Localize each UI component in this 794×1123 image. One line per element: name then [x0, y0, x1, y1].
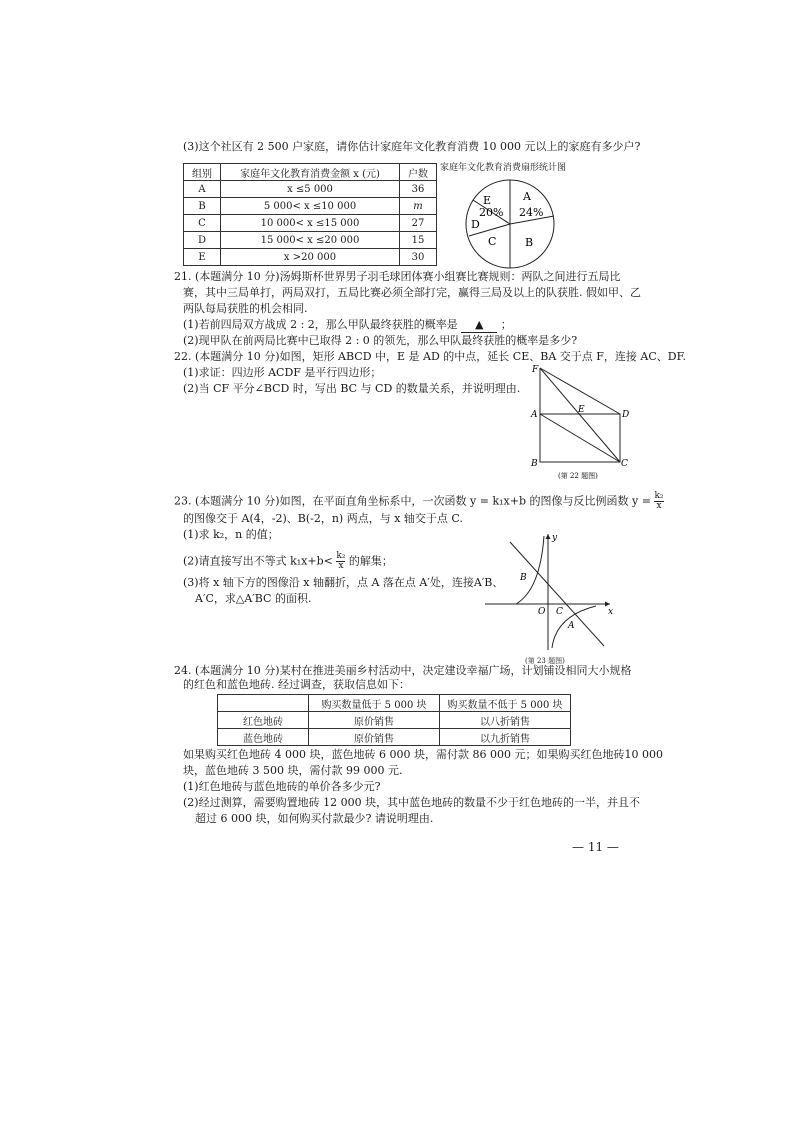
table-row — [184, 215, 437, 232]
table-cell: 原价销售 — [309, 712, 440, 729]
q22-line1: 22. (本题满分 10 分)如图，矩形 ABCD 中，E 是 AD 的中点，延长 CE、BA 交于点 F，连接 AC、DF. — [174, 350, 686, 363]
q22-line2: (1)求证：四边形 ACDF 是平行四边形； — [183, 366, 382, 379]
table-row — [184, 232, 437, 249]
q21-line3: 两队每局获胜的机会相同. — [183, 302, 308, 315]
q23-inequality-end: 的解集； — [348, 554, 393, 568]
table-cell: 15 000< x ≤20 000 — [221, 232, 400, 249]
answer-blank: ▲ — [461, 318, 497, 333]
fraction-numerator: k₂ — [336, 551, 346, 561]
consumption-table — [183, 163, 437, 266]
table-cell: 红色地砖 — [218, 712, 309, 729]
q21-part1-end: ； — [500, 318, 512, 331]
table-cell: 蓝色地砖 — [218, 729, 309, 746]
q23-line5: (3)将 x 轴下方的图像沿 x 轴翻折，点 A 落在点 A′处，连接A′B、 — [183, 576, 504, 589]
q21-part1-text: (1)若前四局双方战成 2 : 2，那么甲队最终获胜的概率是 — [183, 318, 458, 331]
table-header-cell: 户数 — [400, 164, 437, 181]
table-cell: x ≤5 000 — [221, 181, 400, 198]
fraction-denominator: x — [338, 561, 344, 571]
table-header-row — [184, 164, 437, 181]
point-f-label: F — [532, 365, 539, 375]
q23-line2: 的图像交于 A(4，-2)、B(-2，n) 两点，与 x 轴交于点 C. — [183, 512, 463, 525]
table-cell: 36 — [400, 181, 437, 198]
q23-figure — [480, 530, 615, 655]
point-b-label: B — [531, 459, 538, 469]
fraction-k2-over-x — [336, 552, 345, 571]
point-c-label: C — [621, 459, 628, 469]
q21-line2: 赛，其中三局单打，两局双打，五局比赛必须全部打完，赢得三局及以上的队获胜. 假如甲、乙 — [183, 286, 641, 299]
point-e-label: E — [578, 405, 585, 415]
table-cell: m — [400, 198, 437, 215]
table-cell: 原价销售 — [309, 729, 440, 746]
table-cell: D — [184, 232, 221, 249]
table-header-cell: 购买数量不低于 5 000 块 — [440, 695, 571, 712]
q23-caption: (第 23 题图) — [525, 657, 565, 665]
pie-label-d: D — [471, 218, 480, 231]
q21-line5: (2)现甲队在前两局比赛中已取得 2 : 0 的领先，那么甲队最终获胜的概率是多少? — [183, 334, 578, 347]
table-cell: A — [184, 181, 221, 198]
pie-label-e: E — [483, 194, 492, 207]
point-a-label: A — [568, 621, 575, 631]
table-cell: 10 000< x ≤15 000 — [221, 215, 400, 232]
pie-label-e-pct: 20% — [479, 206, 504, 219]
fraction-numerator: k₂ — [654, 491, 664, 501]
origin-label: O — [538, 607, 546, 617]
q23-line4 — [183, 552, 393, 571]
table-cell: 15 — [400, 232, 437, 249]
q23-line1-text: 23. (本题满分 10 分)如图，在平面直角坐标系中，一次函数 y = k₁x+b 的图像与反比例函数 — [174, 494, 629, 508]
table-row — [184, 181, 437, 198]
table-row — [184, 249, 437, 266]
q24-line4: 块，蓝色地砖 3 500 块，需付款 99 000 元. — [183, 764, 403, 777]
table-row — [218, 712, 571, 729]
q23-inequality-text: (2)请直接写出不等式 k₁x+b< — [183, 554, 333, 568]
pie-chart — [455, 172, 575, 272]
y-axis-arrow — [546, 534, 551, 539]
q22-figure — [528, 362, 628, 482]
table-header-cell: 购买数量低于 5 000 块 — [309, 695, 440, 712]
segment-ac — [540, 414, 620, 462]
pie-label-c: C — [488, 235, 497, 248]
tile-price-table — [217, 694, 571, 746]
q24-line2: 的红色和蓝色地砖. 经过调查，获取信息如下： — [183, 678, 410, 691]
q20-part3-text: (3)这个社区有 2 500 户家庭，请你估计家庭年文化教育消费 10 000 元以上的家庭有多少户? — [183, 140, 641, 153]
table-cell: 5 000< x ≤10 000 — [221, 198, 400, 215]
q24-line1: 24. (本题满分 10 分)某村在推进美丽乡村活动中，决定建设幸福广场，计划铺设相同大小规格 — [174, 664, 632, 677]
axis-x-label: x — [608, 607, 614, 617]
table-cell: B — [184, 198, 221, 215]
axis-y-label: y — [552, 533, 558, 543]
q24-line5: (1)红色地砖与蓝色地砖的单价各多少元? — [183, 780, 381, 793]
pie-label-a: A — [523, 190, 531, 203]
q22-caption: (第 22 题图) — [558, 472, 598, 480]
table-row — [218, 729, 571, 746]
table-header-cell: 家庭年文化教育消费金额 x (元) — [221, 164, 400, 181]
point-b-label: B — [520, 573, 527, 583]
q24-line6: (2)经过测算，需要购置地砖 12 000 块，其中蓝色地砖的数量不少于红色地砖的一半，并且不 — [183, 796, 641, 809]
q23-y-equals: y = — [632, 494, 651, 508]
hyperbola-branch-upper — [516, 536, 544, 604]
table-cell: E — [184, 249, 221, 266]
q21-line4 — [183, 318, 512, 333]
q21-line1: 21. (本题满分 10 分)汤姆斯杯世界男子羽毛球团体赛小组赛比赛规则：两队之间进行五局比 — [174, 270, 621, 283]
pie-label-a-pct: 24% — [519, 206, 544, 219]
table-cell: 以八折销售 — [440, 712, 571, 729]
point-c-label: C — [556, 607, 563, 617]
table-cell: x >20 000 — [221, 249, 400, 266]
table-cell: C — [184, 215, 221, 232]
q24-line7: 超过 6 000 块，如何购买付款最少? 请说明理由. — [195, 812, 434, 825]
page-number: — 11 — — [572, 840, 619, 854]
table-cell: 以九折销售 — [440, 729, 571, 746]
segment-fc — [540, 368, 620, 462]
table-cell: 30 — [400, 249, 437, 266]
q23-line6: A′C，求△A′BC 的面积. — [195, 592, 312, 605]
pie-label-b: B — [525, 236, 534, 249]
q22-line3: (2)当 CF 平分∠BCD 时，写出 BC 与 CD 的数量关系，并说明理由. — [183, 382, 521, 395]
point-d-label: D — [622, 410, 630, 420]
point-a-label: A — [531, 410, 538, 420]
fraction-denominator: x — [656, 501, 662, 511]
table-header-cell — [218, 695, 309, 712]
table-cell: 27 — [400, 215, 437, 232]
q23-line3: (1)求 k₂，n 的值； — [183, 528, 279, 541]
pie-title: 家庭年文化教育消费扇形统计图 — [440, 163, 567, 173]
q24-line3: 如果购买红色地砖 4 000 块，蓝色地砖 6 000 块，需付款 86 000 元；如果购买红色地砖10 000 — [183, 748, 663, 761]
x-axis-arrow — [605, 602, 610, 607]
fraction-k2-over-x — [654, 492, 663, 511]
q23-line1 — [174, 492, 664, 511]
table-row — [184, 198, 437, 215]
table-header-cell: 组别 — [184, 164, 221, 181]
table-header-row — [218, 695, 571, 712]
linear-function-line — [510, 542, 604, 646]
